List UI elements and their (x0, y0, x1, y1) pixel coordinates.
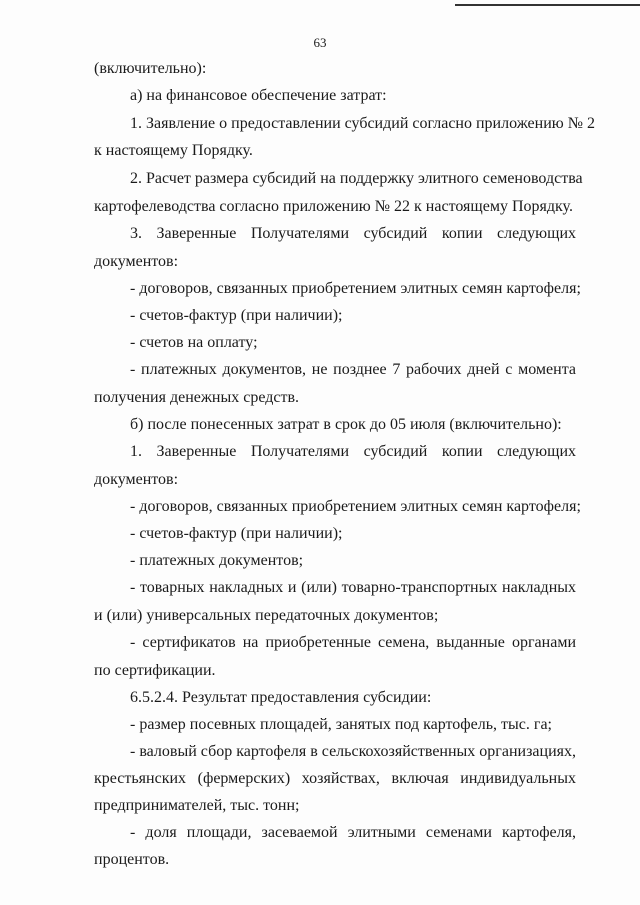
text-line: - договоров, связанных приобретением элитных семян картофеля; (130, 280, 581, 297)
text-line: - доля площади, засеваемой элитными семенами картофеля, (130, 824, 576, 841)
text-line: документов: (94, 471, 179, 488)
text-line: 3. Заверенные Получателями субсидий копии следующих (130, 225, 576, 242)
top-rule (455, 4, 640, 6)
text-line: картофелеводства согласно приложению № 22 к настоящему Порядку. (94, 198, 573, 215)
text-line: - валовый сбор картофеля в сельскохозяйственных организациях, (130, 743, 576, 760)
page-number: 63 (313, 35, 327, 50)
text-line: процентов. (94, 851, 170, 868)
text-line: 1. Заверенные Получателями субсидий копии следующих (130, 443, 576, 460)
text-line: - платежных документов, не позднее 7 рабочих дней с момента (130, 361, 576, 378)
text-line: предпринимателей, тыс. тонн; (94, 797, 300, 814)
text-line: крестьянских (фермерских) хозяйствах, включая индивидуальных (94, 770, 576, 787)
text-line: - счетов-фактур (при наличии); (130, 525, 343, 542)
text-line: - товарных накладных и (или) товарно-транспортных накладных (130, 579, 576, 596)
text-line: - размер посевных площадей, занятых под картофель, тыс. га; (130, 716, 552, 733)
text-line: 6.5.2.4. Результат предоставления субсидии: (130, 689, 432, 706)
text-line: - договоров, связанных приобретением элитных семян картофеля; (130, 498, 581, 515)
text-line: - счетов на оплату; (130, 334, 258, 351)
text-line: - платежных документов; (130, 552, 304, 569)
text-line: - сертификатов на приобретенные семена, выданные органами (130, 634, 576, 651)
text-line: 2. Расчет размера субсидий на поддержку элитного семеноводства (130, 170, 583, 187)
text-line: б) после понесенных затрат в срок до 05 июля (включительно): (130, 416, 562, 433)
text-line: к настоящему Порядку. (94, 142, 253, 159)
text-line: а) на финансовое обеспечение затрат: (130, 87, 387, 104)
text-line: (включительно): (94, 60, 207, 77)
text-line: по сертификации. (94, 662, 216, 679)
text-line: документов: (94, 253, 179, 270)
text-line: и (или) универсальных передаточных документов; (94, 607, 439, 624)
text-line: получения денежных средств. (94, 389, 300, 406)
text-line: - счетов-фактур (при наличии); (130, 307, 343, 324)
text-line: 1. Заявление о предоставлении субсидий согласно приложению № 2 (130, 115, 595, 132)
